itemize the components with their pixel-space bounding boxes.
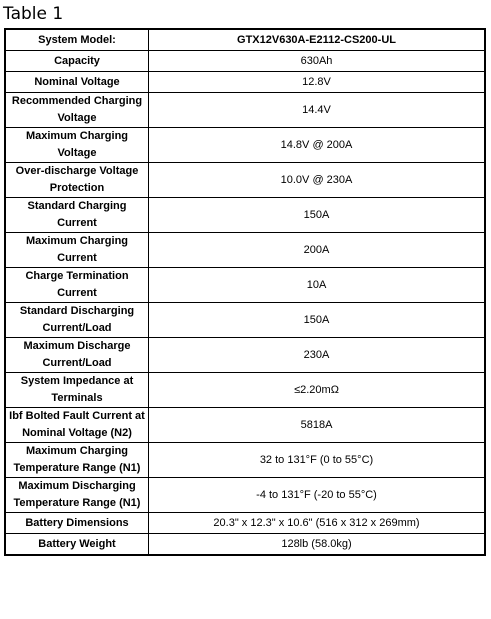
spec-label: Maximum Charging Voltage	[5, 128, 149, 163]
spec-label: Maximum Discharge Current/Load	[5, 338, 149, 373]
spec-label: Standard Charging Current	[5, 198, 149, 233]
spec-value: 5818A	[149, 408, 486, 443]
table-row	[5, 373, 485, 408]
table-row	[5, 233, 485, 268]
spec-value: 200A	[149, 233, 486, 268]
table-row	[5, 51, 485, 72]
spec-label: Nominal Voltage	[5, 72, 149, 93]
spec-value: 230A	[149, 338, 486, 373]
spec-value: 128lb (58.0kg)	[149, 534, 486, 556]
battery-spec-table	[4, 28, 486, 556]
spec-value: 32 to 131°F (0 to 55°C)	[149, 443, 486, 478]
table-row	[5, 268, 485, 303]
table-row	[5, 72, 485, 93]
spec-label: System Model:	[5, 29, 149, 51]
spec-label: Maximum Charging Temperature Range (N1)	[5, 443, 149, 478]
table-row	[5, 93, 485, 128]
table-row	[5, 408, 485, 443]
spec-value: GTX12V630A-E2112-CS200-UL	[149, 29, 486, 51]
table-row	[5, 163, 485, 198]
table-row	[5, 513, 485, 534]
spec-value: ≤2.20mΩ	[149, 373, 486, 408]
spec-label: Maximum Discharging Temperature Range (N1)	[5, 478, 149, 513]
table-row	[5, 303, 485, 338]
spec-value: 10A	[149, 268, 486, 303]
spec-label: Over-discharge Voltage Protection	[5, 163, 149, 198]
spec-label: System Impedance at Terminals	[5, 373, 149, 408]
spec-value: 20.3" x 12.3" x 10.6" (516 x 312 x 269mm)	[149, 513, 486, 534]
spec-label: Capacity	[5, 51, 149, 72]
spec-label: Maximum Charging Current	[5, 233, 149, 268]
table-caption: Table 1	[3, 4, 64, 24]
spec-value: 12.8V	[149, 72, 486, 93]
spec-value: 150A	[149, 303, 486, 338]
spec-label: Recommended Charging Voltage	[5, 93, 149, 128]
table-row	[5, 443, 485, 478]
table-row	[5, 198, 485, 233]
spec-value: 150A	[149, 198, 486, 233]
spec-value: -4 to 131°F (-20 to 55°C)	[149, 478, 486, 513]
spec-value: 14.4V	[149, 93, 486, 128]
table-row	[5, 29, 485, 51]
table-row	[5, 128, 485, 163]
table-row	[5, 338, 485, 373]
spec-label: Battery Weight	[5, 534, 149, 556]
spec-value: 10.0V @ 230A	[149, 163, 486, 198]
spec-label: Standard Discharging Current/Load	[5, 303, 149, 338]
spec-label: Battery Dimensions	[5, 513, 149, 534]
table-row	[5, 478, 485, 513]
table-row	[5, 534, 485, 556]
spec-label: Ibf Bolted Fault Current at Nominal Voltage (N2)	[5, 408, 149, 443]
spec-value: 14.8V @ 200A	[149, 128, 486, 163]
spec-value: 630Ah	[149, 51, 486, 72]
spec-label: Charge Termination Current	[5, 268, 149, 303]
